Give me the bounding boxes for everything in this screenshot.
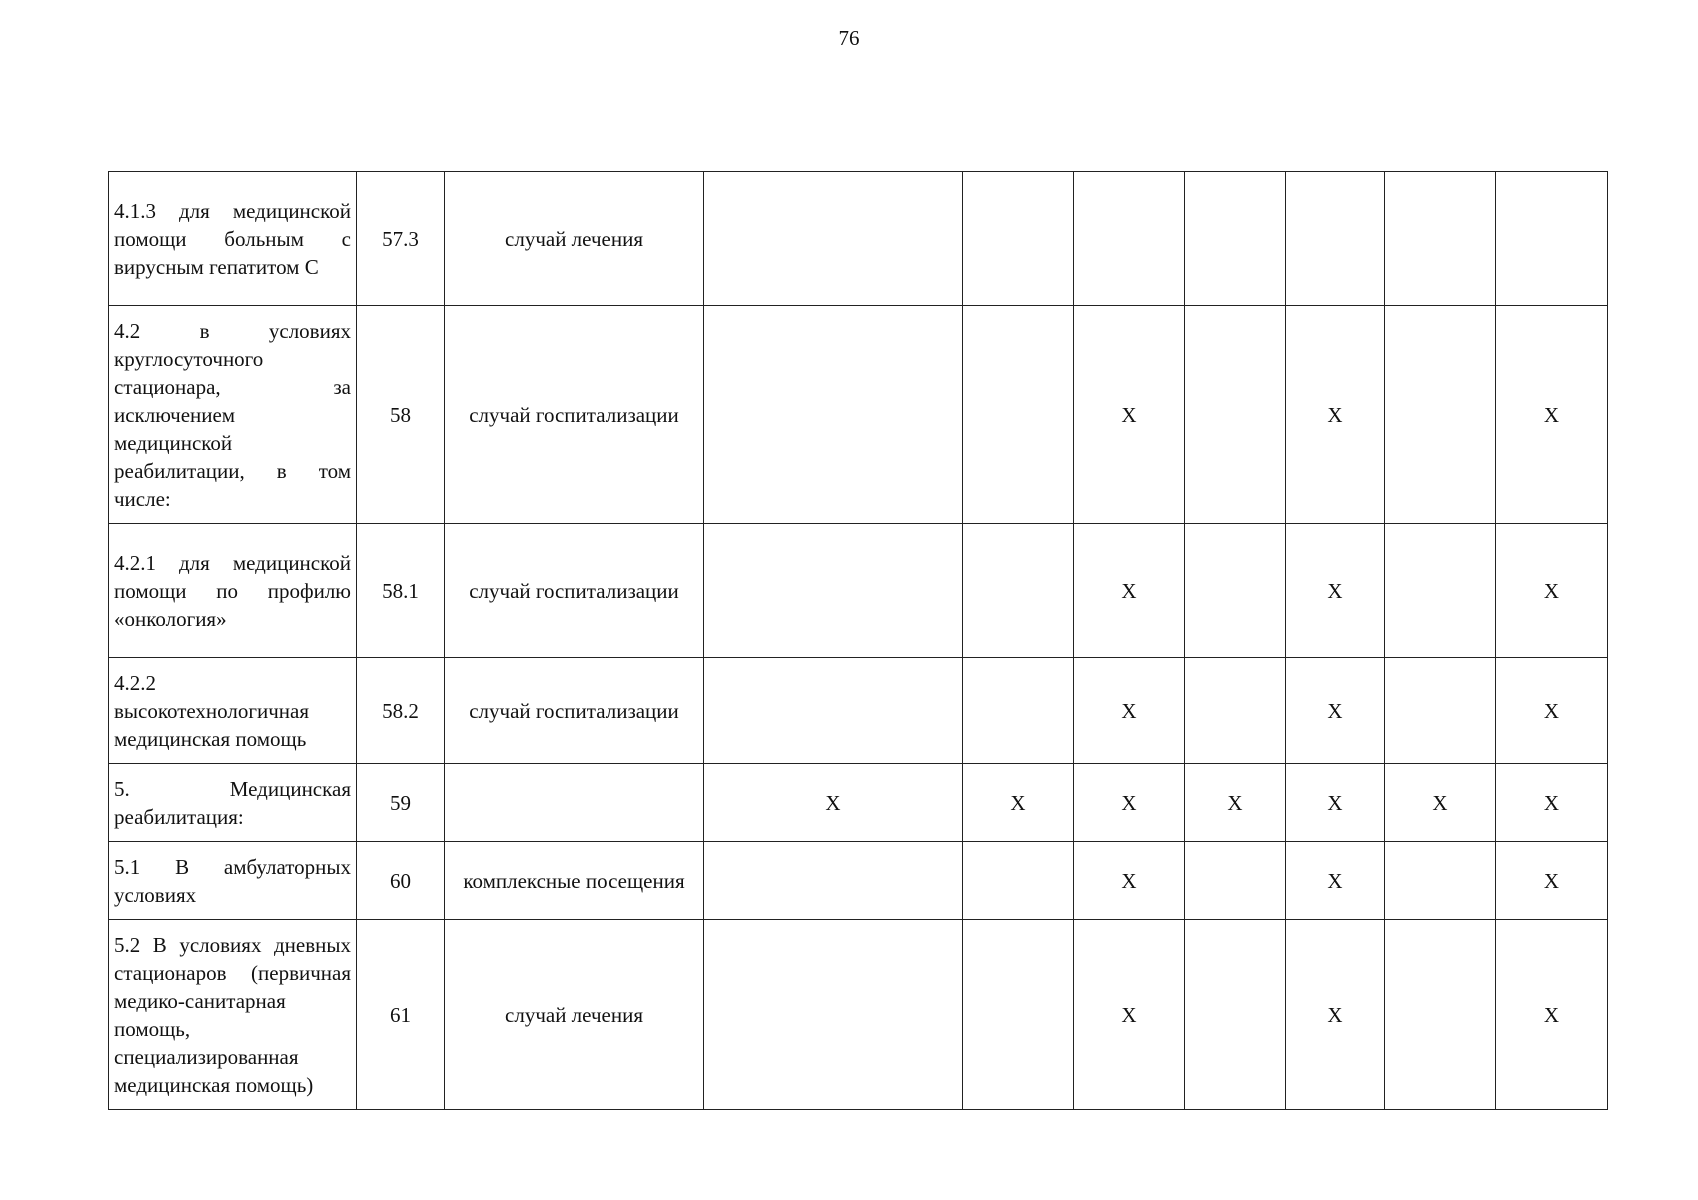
table-row <box>109 842 1608 920</box>
mark-cell <box>704 842 963 920</box>
mark-cell <box>963 172 1074 306</box>
row-number-cell: 57.3 <box>357 172 445 306</box>
mark-cell: Х <box>1074 920 1185 1110</box>
mark-cell <box>1385 842 1496 920</box>
row-unit-cell: случай госпитализации <box>445 524 704 658</box>
mark-cell <box>1385 306 1496 524</box>
mark-cell: Х <box>1496 658 1608 764</box>
mark-cell <box>1385 920 1496 1110</box>
mark-cell: Х <box>1496 920 1608 1110</box>
mark-cell <box>1185 524 1286 658</box>
mark-cell <box>963 306 1074 524</box>
table-row <box>109 658 1608 764</box>
row-unit-cell: комплексные посещения <box>445 842 704 920</box>
mark-cell: Х <box>1385 764 1496 842</box>
mark-cell <box>1074 172 1185 306</box>
row-number-cell: 58 <box>357 306 445 524</box>
mark-cell <box>1385 172 1496 306</box>
mark-cell <box>1496 172 1608 306</box>
mark-cell <box>704 920 963 1110</box>
mark-cell: Х <box>1286 842 1385 920</box>
mark-cell: Х <box>1074 524 1185 658</box>
row-number-cell: 61 <box>357 920 445 1110</box>
mark-cell: Х <box>1074 306 1185 524</box>
row-name-cell: 4.2 в условиях круглосуточного стационара, за исключением медицинской реабилитации, в том числе: <box>109 306 357 524</box>
mark-cell <box>704 172 963 306</box>
mark-cell <box>1286 172 1385 306</box>
mark-cell: Х <box>1286 524 1385 658</box>
mark-cell <box>963 842 1074 920</box>
mark-cell: Х <box>1286 306 1385 524</box>
mark-cell <box>1185 658 1286 764</box>
table-row <box>109 172 1608 306</box>
mark-cell: Х <box>704 764 963 842</box>
mark-cell: Х <box>1074 842 1185 920</box>
table-row <box>109 920 1608 1110</box>
mark-cell: Х <box>1286 764 1385 842</box>
mark-cell <box>1185 920 1286 1110</box>
mark-cell <box>963 658 1074 764</box>
mark-cell: Х <box>1496 524 1608 658</box>
page-number: 76 <box>838 26 860 50</box>
mark-cell: Х <box>1286 920 1385 1110</box>
row-number-cell: 60 <box>357 842 445 920</box>
mark-cell <box>1385 524 1496 658</box>
table-row <box>109 306 1608 524</box>
mark-cell <box>704 306 963 524</box>
mark-cell: Х <box>1074 658 1185 764</box>
row-name-cell: 4.2.2 высокотехнологичная медицинская помощь <box>109 658 357 764</box>
mark-cell <box>1185 842 1286 920</box>
row-number-cell: 59 <box>357 764 445 842</box>
row-name-cell: 4.1.3 для медицинской помощи больным с вирусным гепатитом С <box>109 172 357 306</box>
mark-cell: Х <box>1496 764 1608 842</box>
mark-cell <box>704 658 963 764</box>
mark-cell: Х <box>1074 764 1185 842</box>
row-name-cell: 4.2.1 для медицинской помощи по профилю «онкология» <box>109 524 357 658</box>
row-unit-cell: случай госпитализации <box>445 306 704 524</box>
table-row <box>109 524 1608 658</box>
mark-cell <box>1385 658 1496 764</box>
mark-cell: Х <box>1286 658 1385 764</box>
row-unit-cell: случай лечения <box>445 172 704 306</box>
row-unit-cell <box>445 764 704 842</box>
row-unit-cell: случай госпитализации <box>445 658 704 764</box>
row-number-cell: 58.1 <box>357 524 445 658</box>
row-name-cell: 5.1 В амбулаторных условиях <box>109 842 357 920</box>
mark-cell <box>1185 172 1286 306</box>
table-row <box>109 764 1608 842</box>
row-name-cell: 5.2 В условиях дневных стационаров (первичная медико-санитарная помощь, специализированная медицинская помощь) <box>109 920 357 1110</box>
mark-cell <box>963 524 1074 658</box>
mark-cell: Х <box>1185 764 1286 842</box>
mark-cell: Х <box>1496 306 1608 524</box>
mark-cell: Х <box>963 764 1074 842</box>
mark-cell <box>963 920 1074 1110</box>
mark-cell: Х <box>1496 842 1608 920</box>
row-number-cell: 58.2 <box>357 658 445 764</box>
row-unit-cell: случай лечения <box>445 920 704 1110</box>
mark-cell <box>1185 306 1286 524</box>
mark-cell <box>704 524 963 658</box>
row-name-cell: 5. Медицинская реабилитация: <box>109 764 357 842</box>
data-table <box>108 171 1608 1110</box>
